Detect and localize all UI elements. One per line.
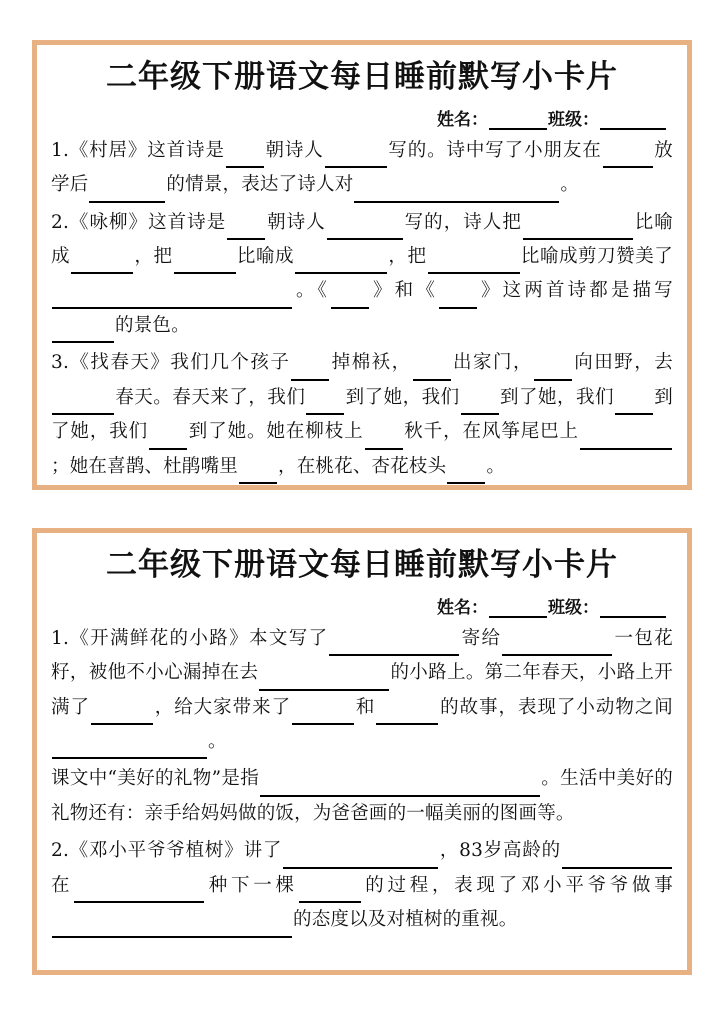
q1-blank-1[interactable] (226, 147, 264, 168)
q1-seg-4: 的情景，表达了诗人对 (166, 174, 354, 196)
c2q1-seg-3: 的小路上。第二年春天，小路上开满了 (51, 662, 673, 718)
question-3 (51, 346, 673, 484)
c2q2-blank-5[interactable] (52, 916, 292, 937)
q2-seg-10: 》这两首诗都是描写 (478, 280, 673, 302)
question-2 (51, 834, 673, 937)
q3-seg-1: 掉棉袄， (330, 352, 412, 374)
gift-blank[interactable] (260, 775, 540, 796)
c2q1-blank-5[interactable] (292, 704, 354, 725)
q3-seg-8: 到了她。她在柳枝上 (188, 421, 364, 443)
c2q1-seg-0: 《开满鲜花的小路》本文写了 (69, 627, 329, 649)
c2q2-blank-4[interactable] (299, 882, 361, 903)
card-2-meta-row (51, 593, 673, 618)
c2q1-seg-1: 寄给 (460, 627, 502, 649)
q1-seg-2: 写的。诗中写了小朋友在 (387, 139, 602, 161)
q2-blank-10[interactable] (439, 287, 477, 308)
c2q2-seg-2: 在 (51, 874, 74, 896)
card-2-body (51, 622, 673, 940)
c2q2-seg-1: ，83岁高龄的 (439, 840, 562, 862)
q2-blank-7[interactable] (428, 253, 520, 274)
q3-seg-0: 《找春天》我们几个孩子 (69, 352, 291, 374)
c2q2-seg-5: 的态度以及对植树的重视。 (293, 909, 518, 931)
c2q1-seg-2: 一包花籽，被他不小心漏掉在去 (51, 627, 673, 684)
q2-blank-3[interactable] (523, 219, 633, 240)
q2-seg-7: 比喻成剪刀赞美了 (520, 246, 673, 268)
q3-seg-3: 向田野，去 (573, 352, 673, 374)
q1-seg-3: 放学后 (51, 139, 674, 196)
class-field[interactable] (548, 105, 667, 130)
gift-lead: 课文中“美好的礼物”是指 (51, 768, 260, 790)
q2-blank-1[interactable] (227, 219, 265, 240)
q1-blank-3[interactable] (603, 147, 653, 168)
card-1-body (51, 134, 673, 486)
q3-blank-6[interactable] (461, 394, 499, 415)
name-label: 姓名： (437, 109, 488, 130)
card-2-title: 二年级下册语文每日睡前默写小卡片 (106, 547, 618, 583)
q2-blank-8[interactable] (52, 287, 292, 308)
q3-number: 3. (51, 352, 70, 374)
card-1-title: 二年级下册语文每日睡前默写小卡片 (106, 59, 618, 95)
q3-seg-10: ；她在喜鹊、杜鹃嘴里 (51, 455, 239, 477)
c2q2-seg-3: 种下一棵 (205, 874, 298, 896)
question-2 (51, 206, 673, 344)
c2q2-seg-0: 《邓小平爷爷植树》讲了 (69, 840, 283, 862)
c2q1-seg-7: 。 (208, 731, 227, 753)
class-label: 班级： (548, 109, 599, 130)
q2-blank-5[interactable] (174, 253, 236, 274)
q2-number: 2. (51, 211, 70, 233)
q1-blank-4[interactable] (89, 181, 165, 202)
q2-seg-5: 比喻成 (236, 246, 295, 268)
q3-blank-2[interactable] (413, 359, 451, 380)
q2-blank-4[interactable] (71, 253, 133, 274)
q2-seg-2: 写的，诗人把 (403, 211, 522, 233)
worksheet-card-1 (32, 40, 692, 490)
q1-blank-5[interactable] (354, 181, 559, 202)
q3-seg-12: 。 (486, 455, 506, 477)
c2q1-blank-3[interactable] (259, 669, 389, 690)
c2q1-seg-4: ，给大家带来了 (153, 696, 292, 718)
q3-blank-12[interactable] (447, 462, 485, 483)
c2q2-number: 2. (51, 840, 70, 862)
class-blank[interactable] (600, 110, 666, 130)
c2q2-blank-2[interactable] (562, 847, 672, 868)
c2q1-blank-4[interactable] (91, 704, 153, 725)
q1-number: 1. (51, 139, 70, 161)
q2-seg-1: 朝诗人 (266, 211, 326, 233)
name-blank[interactable] (489, 110, 547, 130)
q3-seg-7: 到了她，我们 (51, 386, 674, 443)
paragraph-gift (51, 762, 673, 831)
q3-seg-4: 春天。春天来了，我们 (115, 386, 306, 408)
c2q1-seg-5: 和 (355, 696, 376, 718)
q3-blank-1[interactable] (291, 359, 329, 380)
class-field[interactable] (548, 593, 667, 618)
q3-blank-3[interactable] (534, 359, 572, 380)
q3-blank-11[interactable] (239, 462, 277, 483)
q2-blank-2[interactable] (327, 219, 403, 240)
q3-blank-7[interactable] (615, 394, 653, 415)
q2-seg-4: ，把 (134, 246, 173, 268)
c2q1-seg-6: 的故事，表现了小动物之间 (439, 696, 673, 718)
name-blank[interactable] (489, 598, 547, 618)
q2-seg-3: 比喻成 (51, 211, 673, 268)
class-label: 班级： (548, 597, 599, 618)
worksheet-card-2 (32, 528, 692, 975)
question-1 (51, 134, 673, 203)
c2q1-number: 1. (51, 627, 70, 649)
q2-blank-9[interactable] (331, 287, 369, 308)
c2q2-blank-3[interactable] (74, 882, 204, 903)
c2q1-blank-1[interactable] (329, 635, 459, 656)
q2-seg-11: 的景色。 (115, 314, 190, 336)
q3-seg-11: ，在桃花、杏花枝头 (278, 455, 447, 477)
question-1 (51, 622, 673, 760)
class-blank[interactable] (600, 598, 666, 618)
q2-blank-11[interactable] (52, 322, 114, 343)
gift-tail: 。生活中美好的礼物还有：亲手给妈妈做的饭，为爸爸画的一幅美丽的图画等。 (51, 768, 673, 824)
q2-seg-8: 。《 (293, 280, 331, 302)
q3-seg-6: 到了她，我们 (499, 386, 614, 408)
q1-seg-5: 。 (560, 174, 580, 196)
q3-blank-4[interactable] (52, 394, 114, 415)
q2-seg-0: 《咏柳》这首诗是 (69, 211, 227, 233)
q3-seg-2: 出家门， (451, 352, 533, 374)
q1-seg-1: 朝诗人 (264, 139, 324, 161)
c2q2-blank-1[interactable] (283, 847, 438, 868)
c2q1-blank-2[interactable] (502, 635, 612, 656)
c2q2-seg-4: 的过程，表现了邓小平爷爷做事 (361, 874, 673, 896)
q3-seg-9: 秋千，在风筝尾巴上 (403, 421, 579, 443)
q3-blank-8[interactable] (149, 428, 187, 449)
q2-blank-6[interactable] (295, 253, 387, 274)
name-field[interactable] (437, 593, 548, 618)
q2-seg-6: ，把 (388, 246, 427, 268)
q1-blank-2[interactable] (325, 147, 387, 168)
c2q1-blank-7[interactable] (52, 738, 207, 759)
q3-seg-5: 到了她，我们 (345, 386, 460, 408)
q3-blank-10[interactable] (580, 428, 672, 449)
c2q1-blank-6[interactable] (376, 704, 438, 725)
name-field[interactable] (437, 105, 548, 130)
q1-seg-0: 《村居》这首诗是 (69, 139, 225, 161)
q2-seg-9: 》和《 (370, 280, 439, 302)
q3-blank-9[interactable] (365, 428, 403, 449)
name-label: 姓名： (437, 597, 488, 618)
q3-blank-5[interactable] (306, 394, 344, 415)
card-1-meta-row (51, 105, 673, 130)
